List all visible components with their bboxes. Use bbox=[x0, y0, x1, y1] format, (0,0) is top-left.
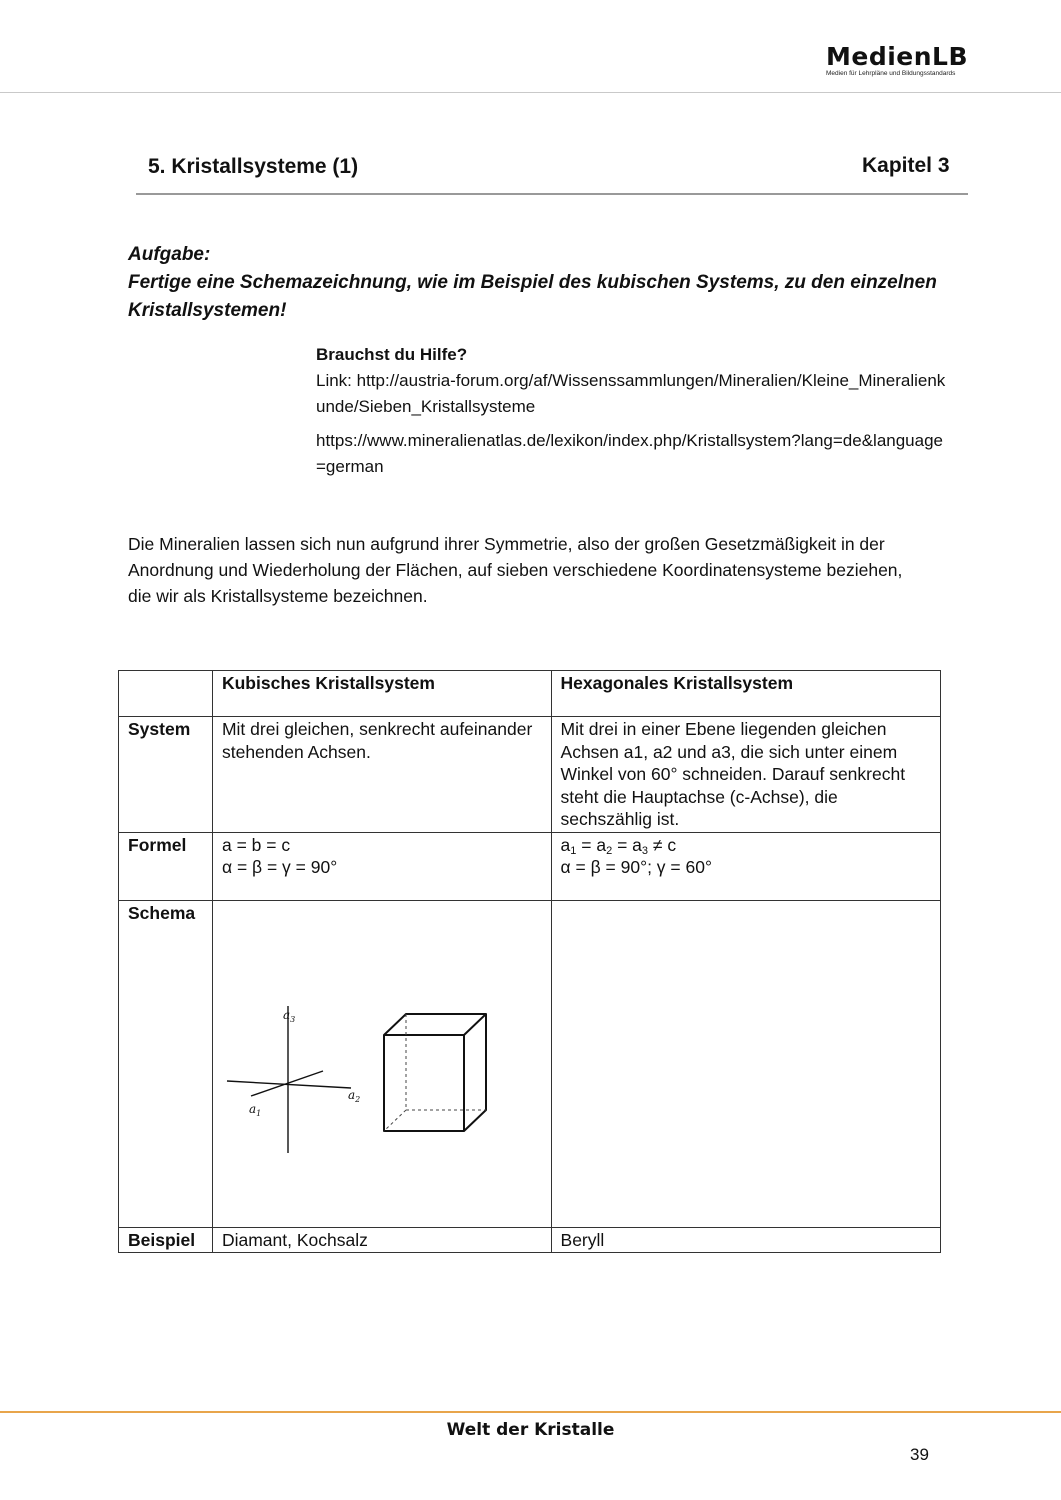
help-heading: Brauchst du Hilfe? bbox=[316, 345, 468, 364]
formula-cubic-line2: α = β = γ = 90° bbox=[221, 857, 338, 877]
row-label-system: System bbox=[119, 717, 213, 833]
row-label-schema: Schema bbox=[119, 900, 213, 1227]
axis-a3-label: $a_3$ bbox=[282, 1007, 296, 1024]
task-label: Aufgabe: bbox=[128, 244, 211, 265]
logo bbox=[826, 44, 970, 78]
cell-schema-cubic bbox=[212, 900, 551, 1227]
cell-schema-hexagonal bbox=[551, 900, 940, 1227]
table-corner-cell bbox=[119, 671, 213, 717]
col-head-hexagonal: Hexagonales Kristallsystem bbox=[551, 671, 940, 717]
chapter-label: Kapitel 3 bbox=[862, 154, 950, 177]
cube-hidden-depth bbox=[384, 1110, 406, 1131]
cell-formula-hexagonal bbox=[551, 832, 940, 900]
page-number: 39 bbox=[910, 1445, 929, 1464]
formula-hex-line2: α = β = 90°; γ = 60° bbox=[560, 857, 712, 877]
page-title: 5. Kristallsysteme (1) bbox=[148, 155, 359, 178]
cube-top-edges bbox=[384, 1014, 486, 1035]
table-row-schema bbox=[119, 900, 941, 1227]
formula-hex-line1: $a_1 = a_2 = a_3 \ne c$ bbox=[560, 834, 677, 857]
cube-front-face bbox=[384, 1035, 464, 1131]
logo-subtitle: Medien für Lehrpläne und Bildungsstandards bbox=[826, 70, 956, 77]
formula-cubic-line1: a = b = c bbox=[221, 834, 291, 855]
intro-paragraph: Die Mineralien lassen sich nun aufgrund ihrer Symmetrie, also der großen Gesetzmäßigkeit in der Anordnung und Wiederholung der Flächen, auf sieben verschiedene Koordinatensysteme beziehen, die wir als Kristallsysteme bezeichnen. bbox=[128, 534, 903, 606]
axis-a1-label: $a_1$ bbox=[248, 1101, 262, 1118]
header-divider bbox=[0, 92, 1061, 93]
cell-example-hexagonal: Beryll bbox=[551, 1227, 940, 1253]
table-row-example bbox=[119, 1227, 941, 1253]
logo-text: MedienLB bbox=[826, 42, 969, 71]
cell-system-hexagonal: Mit drei in einer Ebene liegenden gleichen Achsen a1, a2 und a3, die sich unter einem Winkel von 60° schneiden. Darauf senkrecht steht die Hauptachse (c-Achse), die sechszählig ist. bbox=[551, 717, 940, 833]
footer-title: Welt der Kristalle bbox=[446, 1420, 615, 1440]
task-text: Fertige eine Schemazeichnung, wie im Beispiel des kubischen Systems, zu den einzelnen Kristallsystemen! bbox=[128, 272, 937, 321]
cell-example-cubic: Diamant, Kochsalz bbox=[212, 1227, 551, 1253]
col-head-cubic: Kubisches Kristallsystem bbox=[212, 671, 551, 717]
title-divider bbox=[136, 193, 968, 195]
footer-divider bbox=[0, 1411, 1061, 1413]
axis-a2-label: $a_2$ bbox=[347, 1087, 361, 1104]
cell-system-cubic: Mit drei gleichen, senkrecht aufeinander stehenden Achsen. bbox=[212, 717, 551, 833]
cubic-schema-drawing bbox=[213, 901, 552, 1228]
row-label-formula: Formel bbox=[119, 832, 213, 900]
crystal-systems-table bbox=[118, 670, 941, 1253]
table-row-system bbox=[119, 717, 941, 833]
table-row-formula bbox=[119, 832, 941, 900]
cell-formula-cubic bbox=[212, 832, 551, 900]
help-link-austria-forum[interactable]: Link: http://austria-forum.org/af/Wissenssammlungen/Mineralien/Kleine_Mineralienkunde/Sieben_Kristallsysteme bbox=[316, 371, 946, 416]
task-block bbox=[128, 241, 958, 325]
axis-a2-line bbox=[227, 1081, 351, 1088]
table-header-row bbox=[119, 671, 941, 717]
help-link-mineralienatlas[interactable]: https://www.mineralienatlas.de/lexikon/index.php/Kristallsystem?lang=de&language=german bbox=[316, 431, 943, 476]
help-block bbox=[316, 342, 946, 480]
row-label-example: Beispiel bbox=[119, 1227, 213, 1253]
